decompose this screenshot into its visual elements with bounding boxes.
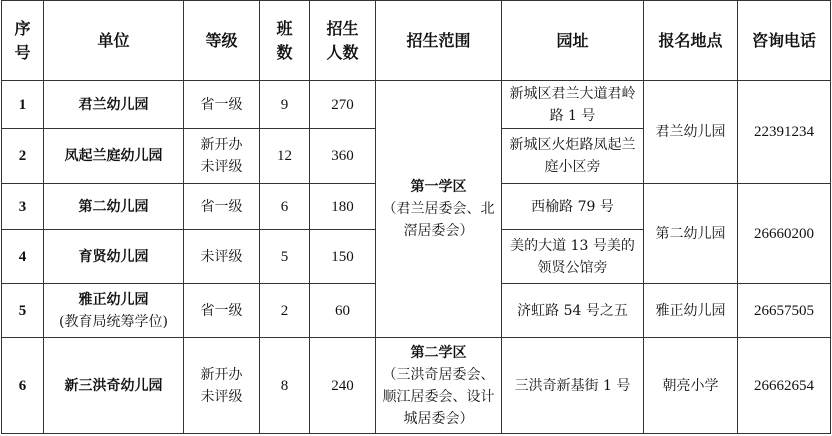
row-classes: 8 xyxy=(260,338,310,434)
row-address: 济虹路 54 号之五 xyxy=(502,284,644,338)
row-classes: 5 xyxy=(260,230,310,284)
enrollment-table xyxy=(1,0,831,434)
header-seq: 序号 xyxy=(2,1,44,81)
reg-place: 第二幼儿园 xyxy=(644,184,738,284)
row-enroll: 240 xyxy=(310,338,376,434)
reg-place: 君兰幼儿园 xyxy=(644,81,738,184)
header-address: 园址 xyxy=(502,1,644,81)
zone-desc: （三洪奇居委会、顺江居委会、设计城居委会） xyxy=(382,366,495,427)
row-enroll: 360 xyxy=(310,129,376,184)
row-seq: 4 xyxy=(2,230,44,284)
row-unit: 雅正幼儿园 xyxy=(78,291,149,308)
zone-cell xyxy=(376,338,502,434)
row-address: 三洪奇新基街 1 号 xyxy=(502,338,644,434)
row-unit: 凤起兰庭幼儿园 xyxy=(44,129,184,184)
header-unit: 单位 xyxy=(44,1,184,81)
row-classes: 2 xyxy=(260,284,310,338)
reg-phone: 22391234 xyxy=(738,81,831,184)
header-range: 招生范围 xyxy=(376,1,502,81)
row-classes: 9 xyxy=(260,81,310,129)
row-address: 西榆路 79 号 xyxy=(502,184,644,230)
reg-phone: 26657505 xyxy=(738,284,831,338)
row-unit-note: (教育局统筹学位) xyxy=(59,313,168,330)
row-grade: 新开办未评级 xyxy=(184,338,260,434)
table-row xyxy=(2,338,831,434)
row-unit: 第二幼儿园 xyxy=(44,184,184,230)
row-enroll: 270 xyxy=(310,81,376,129)
row-classes: 6 xyxy=(260,184,310,230)
row-seq: 2 xyxy=(2,129,44,184)
zone-title: 第一学区 xyxy=(410,179,467,195)
row-classes: 12 xyxy=(260,129,310,184)
row-grade: 新开办未评级 xyxy=(184,129,260,184)
table-row xyxy=(2,81,831,129)
row-grade: 省一级 xyxy=(184,184,260,230)
zone-title: 第二学区 xyxy=(410,344,467,361)
header-reg: 报名地点 xyxy=(644,1,738,81)
reg-phone: 26660200 xyxy=(738,184,831,284)
row-address: 美的大道 13 号美的领贤公馆旁 xyxy=(502,230,644,284)
reg-place: 朝亮小学 xyxy=(644,338,738,434)
header-phone: 咨询电话 xyxy=(738,1,831,81)
header-grade: 等级 xyxy=(184,1,260,81)
row-seq: 5 xyxy=(2,284,44,338)
reg-phone: 26662654 xyxy=(738,338,831,434)
row-unit-cell xyxy=(44,284,184,338)
row-seq: 6 xyxy=(2,338,44,434)
row-unit: 育贤幼儿园 xyxy=(44,230,184,284)
row-enroll: 180 xyxy=(310,184,376,230)
row-seq: 3 xyxy=(2,184,44,230)
row-enroll: 60 xyxy=(310,284,376,338)
row-grade: 省一级 xyxy=(184,81,260,129)
zone-desc: （君兰居委会、北滘居委会） xyxy=(382,201,495,239)
row-grade: 省一级 xyxy=(184,284,260,338)
row-address: 新城区君兰大道君岭路 1 号 xyxy=(502,81,644,129)
zone-cell xyxy=(376,81,502,338)
row-enroll: 150 xyxy=(310,230,376,284)
header-classes: 班数 xyxy=(260,1,310,81)
header-row xyxy=(2,1,831,81)
reg-place: 雅正幼儿园 xyxy=(644,284,738,338)
row-unit: 新三洪奇幼儿园 xyxy=(44,338,184,434)
row-seq: 1 xyxy=(2,81,44,129)
header-enroll: 招生人数 xyxy=(310,1,376,81)
row-unit: 君兰幼儿园 xyxy=(44,81,184,129)
row-address: 新城区火炬路凤起兰庭小区旁 xyxy=(502,129,644,184)
row-grade: 未评级 xyxy=(184,230,260,284)
